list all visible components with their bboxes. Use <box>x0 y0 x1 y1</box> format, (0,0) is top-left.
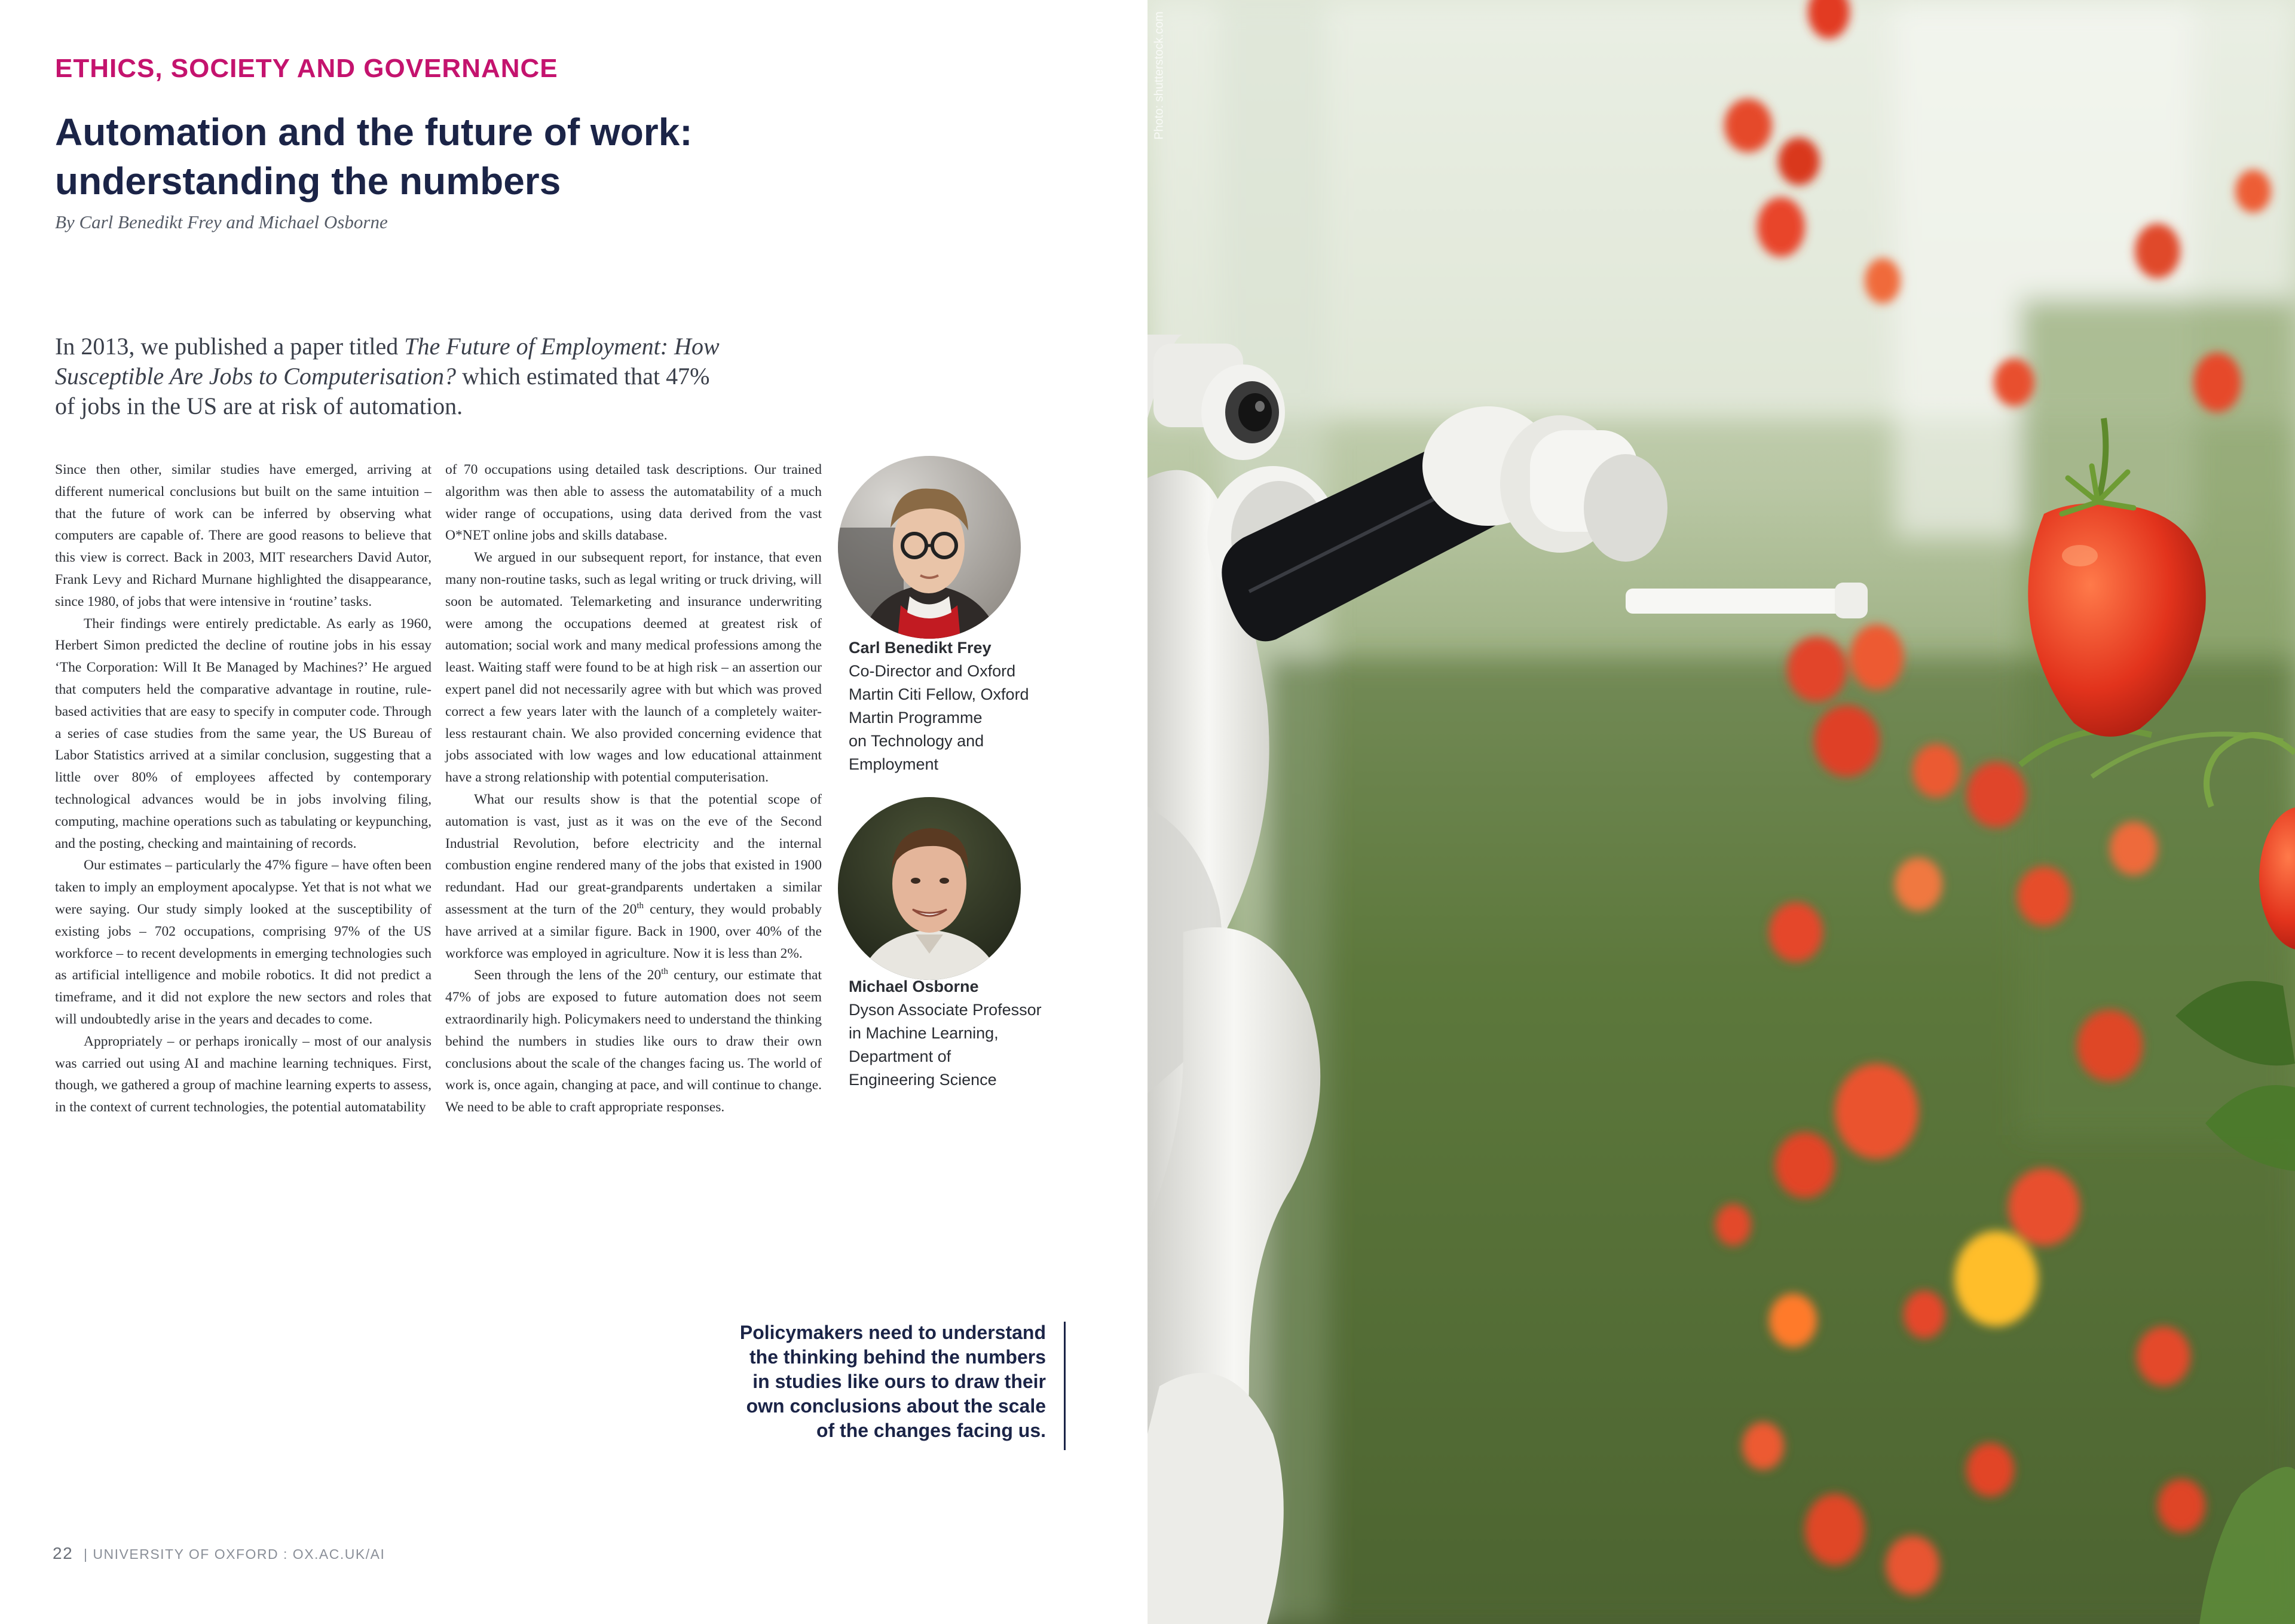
page-footer <box>53 1544 385 1563</box>
footer-text: | UNIVERSITY OF OXFORD : OX.AC.UK/AI <box>84 1546 385 1562</box>
author-role-line: Dyson Associate Professor <box>849 1001 1042 1019</box>
standfirst-rest: which estimated that 47% of jobs in the US are at risk of automation. <box>55 363 710 419</box>
headline-line-1: Automation and the future of work: <box>55 111 693 154</box>
pull-quote-line: of the changes facing us. <box>816 1420 1046 1441</box>
text-run: Seen through the lens of the 20 <box>474 967 662 983</box>
text-run: What our results show is that the potential scope of automation is vast, just as it was on the eve of the Second Industrial Revolution, before electricity and the internal combustion engine rendered many of the jobs that existed in 1900 redundant. Had our great-grandparents undertaken a similar assessment at the turn of the 20 <box>445 791 822 917</box>
author-bio-osborne <box>849 975 1088 1092</box>
superscript: th <box>661 967 668 977</box>
pull-quote-line: the thinking behind the numbers <box>749 1346 1046 1368</box>
body-column-2 <box>445 459 822 1119</box>
text-run: century, they would probably have arrived at a similar figure. Back in 1900, over 40% of the workforce was employed in agriculture. Now it is less than 2%. <box>445 901 822 961</box>
author-role-line: Martin Citi Fellow, Oxford <box>849 685 1029 703</box>
author-role-line: in Machine Learning, <box>849 1024 999 1042</box>
photo-page <box>1148 0 2295 1624</box>
article-headline <box>55 108 892 206</box>
page-number: 22 <box>53 1544 74 1562</box>
author-name: Carl Benedikt Frey <box>849 639 992 657</box>
author-bio-frey <box>849 636 1088 776</box>
body-paragraph <box>445 789 822 964</box>
standfirst <box>55 332 730 421</box>
pull-quote-line: Policymakers need to understand <box>739 1322 1046 1343</box>
body-paragraph: Since then other, similar studies have emerged, arriving at different numerical conclusions but built on the same intuition – that the future of work can be inferred by observing what computers are capable of. There are good reasons to believe that this view is correct. Back in 2003, MIT researchers David Autor, Frank Levy and Richard Murnane highlighted the disappearance, since 1980, of jobs that were intensive in ‘routine’ tasks. <box>55 462 432 609</box>
pull-quote-line: in studies like ours to draw their <box>752 1371 1046 1392</box>
author-role-line: Martin Programme <box>849 709 983 727</box>
author-portrait-osborne <box>838 797 1021 980</box>
author-role-line: Employment <box>849 755 939 773</box>
section-label: ETHICS, SOCIETY AND GOVERNANCE <box>55 54 558 83</box>
author-role-line: Co-Director and Oxford <box>849 662 1016 680</box>
body-column-1 <box>55 459 432 1119</box>
body-paragraph: We argued in our subsequent report, for instance, that even many non-routine tasks, such as legal writing or truck driving, will soon be automated. Telemarketing and insurance underwriting were among the occupations deemed at greatest risk of automation; social work and many medical professions among the least. Waiting staff were found to be at high risk – an assertion our expert panel did not necessarily agree with but which was proved correct a few years later with the launch of a completely waiter-less restaurant chain. We also provided concerning evidence that jobs associated with low wages and low educational attainment have a strong relationship with potential computerisation. <box>445 550 822 786</box>
pull-quote <box>669 1320 1046 1443</box>
byline: By Carl Benedikt Frey and Michael Osborne <box>55 212 388 232</box>
photo-credit: Photo: shutterstock.com <box>1152 11 1166 140</box>
author-role-line: Department of <box>849 1047 951 1065</box>
body-paragraph: Our estimates – particularly the 47% figure – have often been taken to imply an employment apocalypse. Yet that is not what we were saying. Our study simply looked at the susceptibility of existing jobs – 702 occupations, comprising 97% of the US workforce – to recent developments in emerging technologies such as artificial intelligence and mobile robotics. It did not predict a timeframe, and it did not explore the new sectors and roles that will undoubtedly arise in the years and decades to come. <box>55 857 432 1027</box>
body-paragraph: Their findings were entirely predictable. As early as 1960, Herbert Simon predicted the decline of routine jobs in his essay ‘The Corporation: Will It Be Managed by Machines?’ He argued that computers held the comparative advantage in routine, rule-based activities that are easy to specify in computer code. Through a series of case studies from the same year, the US Bureau of Labor Statistics arrived at a similar conclusion, suggesting that a little over 80% of employees affected by contemporary technological advances would be in jobs involving filing, computing, machine operations such as tabulating or keypunching, and the posting, checking and maintaining of records. <box>55 615 432 851</box>
standfirst-paper-title: The Future of Employment: How Susceptible Are Jobs to Computerisation? <box>55 333 720 390</box>
author-portrait-frey <box>838 456 1021 639</box>
standfirst-lead: In 2013, we published a paper titled <box>55 333 405 360</box>
pull-quote-line: own conclusions about the scale <box>746 1395 1046 1417</box>
robot-tomato-photo <box>1148 0 2295 1624</box>
body-paragraph <box>445 964 822 1119</box>
headline-line-2: understanding the numbers <box>55 160 561 203</box>
pull-quote-rule <box>1064 1322 1066 1450</box>
author-role-line: Engineering Science <box>849 1071 997 1089</box>
body-paragraph: Appropriately – or perhaps ironically – most of our analysis was carried out using AI and machine learning techniques. First, though, we gathered a group of machine learning experts to assess, in the context of current technologies, the potential automatability <box>55 1033 432 1116</box>
superscript: th <box>637 901 644 911</box>
author-role-line: on Technology and <box>849 732 984 750</box>
author-name: Michael Osborne <box>849 978 979 995</box>
body-paragraph: of 70 occupations using detailed task descriptions. Our trained algorithm was then able to assess the automatability of a much wider range of occupations, using data derived from the vast O*NET online jobs and skills database. <box>445 462 822 544</box>
text-run: century, our estimate that 47% of jobs are exposed to future automation does not seem extraordinarily high. Policymakers need to understand the thinking behind the numbers in studies like ours to draw their own conclusions about the scale of the changes facing us. The world of work is, once again, changing at pace, and will continue to change. We need to be able to craft appropriate responses. <box>445 967 822 1116</box>
